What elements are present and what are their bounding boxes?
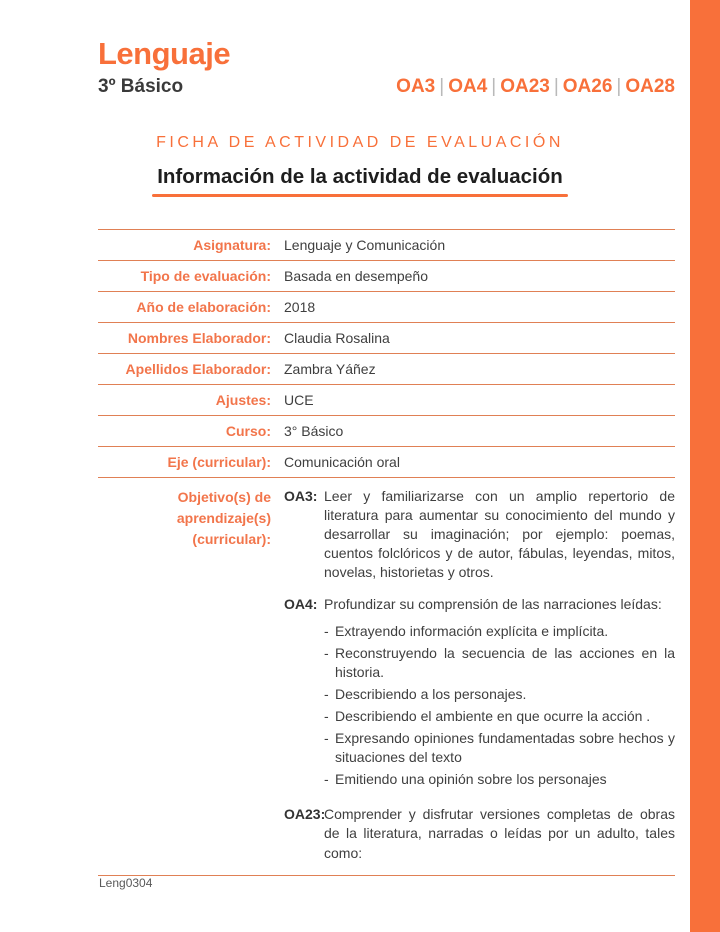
oa-code-label: OA23: [284, 806, 326, 823]
row-value: Comunicación oral [284, 454, 400, 470]
bullet-item [324, 707, 675, 726]
objectives-row [98, 477, 675, 876]
row-value: Zambra Yáñez [284, 361, 376, 377]
header-subrow [98, 76, 675, 98]
oa-code-label: OA4: [284, 596, 318, 613]
bullet-item [324, 685, 675, 704]
row-value: 2018 [284, 299, 316, 315]
bullet-text: Emitiendo una opinión sobre los personajes [335, 771, 607, 788]
bullet-marker: - [324, 645, 329, 662]
oa-code: OA4 [448, 76, 488, 97]
oa-text-group [324, 595, 675, 792]
bullet-text: Reconstruyendo la secuencia de las acciones en la historia. [335, 645, 675, 681]
bullet-text: Describiendo a los personajes. [335, 686, 527, 703]
oa-code-separator: | [491, 76, 497, 97]
bullet-item [324, 644, 675, 682]
bullet-item [324, 729, 675, 767]
bullet-text: Extrayendo información explícita e implícita. [335, 623, 609, 640]
bullet-marker: - [324, 623, 329, 640]
oa-code-list [396, 76, 675, 98]
oa-block-oa3 [284, 487, 675, 582]
oa-block-oa4 [284, 595, 675, 792]
grade-label: 3º Básico [98, 76, 184, 97]
subject-logo: Lenguaje [98, 36, 231, 71]
table-row [98, 322, 675, 353]
row-value: Basada en desempeño [284, 268, 428, 284]
row-label: Eje (curricular): [167, 454, 271, 470]
oa-code: OA26 [562, 76, 613, 97]
oa-code: OA23 [500, 76, 550, 97]
row-label: Objetivo(s) de aprendizaje(s) (curricular): [176, 489, 271, 547]
table-row [98, 353, 675, 384]
row-label: Apellidos Elaborador: [125, 361, 271, 377]
document-header [0, 0, 720, 98]
page-title: Información de la actividad de evaluación [157, 165, 563, 188]
table-row [98, 384, 675, 415]
oa-code-separator: | [616, 76, 622, 97]
oa-intro-text: Profundizar su comprensión de las narraciones leídas: [324, 596, 662, 613]
right-accent-bar [690, 0, 720, 932]
row-label: Curso: [225, 423, 271, 439]
title-underline [152, 194, 568, 197]
bullet-marker: - [324, 730, 329, 747]
row-value: Lenguaje y Comunicación [284, 237, 446, 253]
bullet-marker: - [324, 771, 329, 788]
table-row [98, 260, 675, 291]
row-value: UCE [284, 392, 314, 408]
document-kicker: FICHA DE ACTIVIDAD DE EVALUACIÓN [156, 134, 564, 151]
oa-code-separator: | [553, 76, 559, 97]
objectives-body [284, 487, 675, 863]
oa-code: OA3 [396, 76, 436, 97]
table-row [98, 229, 675, 260]
row-label: Nombres Elaborador: [127, 330, 271, 346]
table-row [98, 291, 675, 322]
info-table [98, 229, 675, 876]
oa-code-separator: | [439, 76, 445, 97]
footer-document-code: Leng0304 [99, 876, 153, 890]
table-row [98, 415, 675, 446]
table-row [98, 446, 675, 477]
row-label: Año de elaboración: [136, 299, 271, 315]
oa-code: OA28 [625, 76, 675, 97]
oa-text: Comprender y disfrutar versiones completas de obras de la literatura, narradas o leídas por un adulto, tales como: [324, 806, 675, 861]
oa-code-label: OA3: [284, 488, 318, 504]
bullet-text: Expresando opiniones fundamentadas sobre hechos y situaciones del texto [335, 730, 675, 766]
row-value: 3° Básico [284, 423, 344, 439]
bullet-item [324, 770, 675, 789]
oa-block-oa23 [284, 805, 675, 862]
bullet-marker: - [324, 708, 329, 725]
bullet-marker: - [324, 686, 329, 703]
oa-bullet-list [324, 622, 675, 789]
row-label: Ajustes: [215, 392, 271, 408]
oa-text: Leer y familiarizarse con un amplio repertorio de literatura para aumentar su conocimiento del mundo y desarrollar su imaginación; por ejemplo: poemas, cuentos folclóricos y de autor, fábulas, leyendas, mitos, novelas, historietas y otros. [324, 488, 675, 581]
row-label: Tipo de evaluación: [140, 268, 271, 284]
row-label: Asignatura: [193, 237, 271, 253]
row-value: Claudia Rosalina [284, 330, 390, 346]
bullet-text: Describiendo el ambiente en que ocurre la acción . [335, 708, 651, 725]
bullet-item [324, 622, 675, 641]
